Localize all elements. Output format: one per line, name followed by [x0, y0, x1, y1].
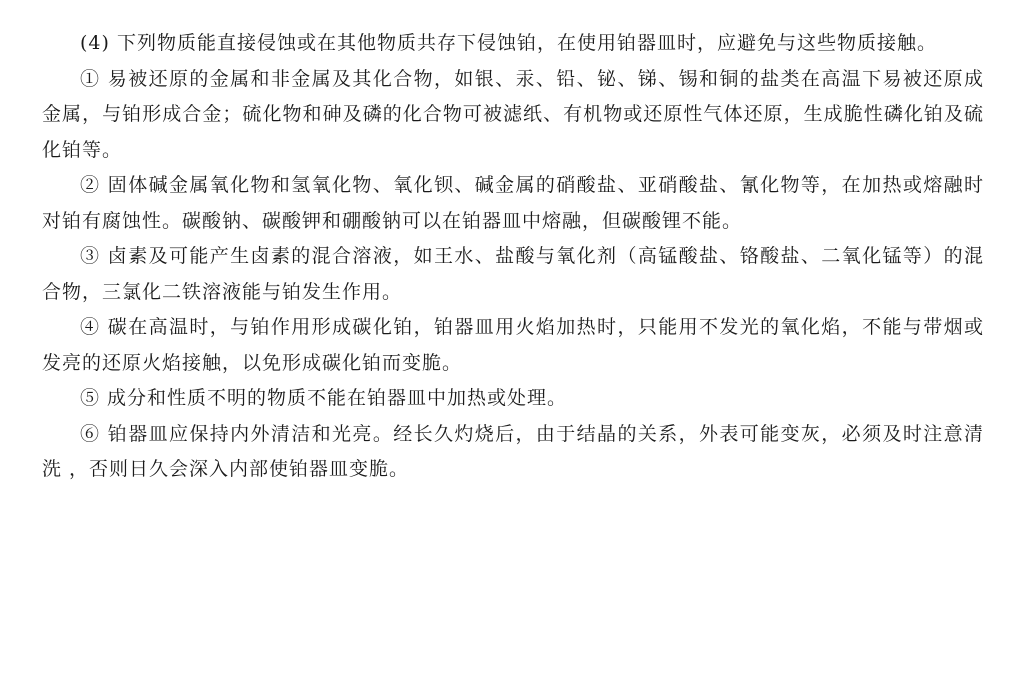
paragraph-item-6: ⑥ 铂器皿应保持内外清洁和光亮。经长久灼烧后，由于结晶的关系，外表可能变灰，必须及时注意清洗 ，否则日久会深入内部使铂器皿变脆。	[42, 422, 984, 480]
paragraph-item-2: ② 固体碱金属氧化物和氢氧化物、氧化钡、碱金属的硝酸盐、亚硝酸盐、氰化物等，在加热或熔融时对铂有腐蚀性。碳酸钠、碳酸钾和硼酸钠可以在铂器皿中熔融，但碳酸锂不能。	[42, 174, 984, 232]
paragraph-item-3: ③ 卤素及可能产生卤素的混合溶液，如王水、盐酸与氧化剂（高锰酸盐、铬酸盐、二氧化锰等）的混合物，三氯化二铁溶液能与铂发生作用。	[42, 245, 984, 303]
paragraph-item-4: ④ 碳在高温时，与铂作用形成碳化铂，铂器皿用火焰加热时，只能用不发光的氧化焰，不能与带烟或发亮的还原火焰接触，以免形成碳化铂而变脆。	[42, 316, 984, 374]
paragraph-item-1: ① 易被还原的金属和非金属及其化合物，如银、汞、铅、铋、锑、锡和铜的盐类在高温下易被还原成金属，与铂形成合金；硫化物和砷及磷的化合物可被滤纸、有机物或还原性气体还原，生成脆性磷化铂及硫化铂等。	[42, 67, 984, 161]
paragraph-intro: (4) 下列物质能直接侵蚀或在其他物质共存下侵蚀铂，在使用铂器皿时，应避免与这些物质接触。	[80, 32, 937, 54]
paragraph-item-5: ⑤ 成分和性质不明的物质不能在铂器皿中加热或处理。	[80, 387, 568, 409]
document-body	[42, 26, 984, 488]
